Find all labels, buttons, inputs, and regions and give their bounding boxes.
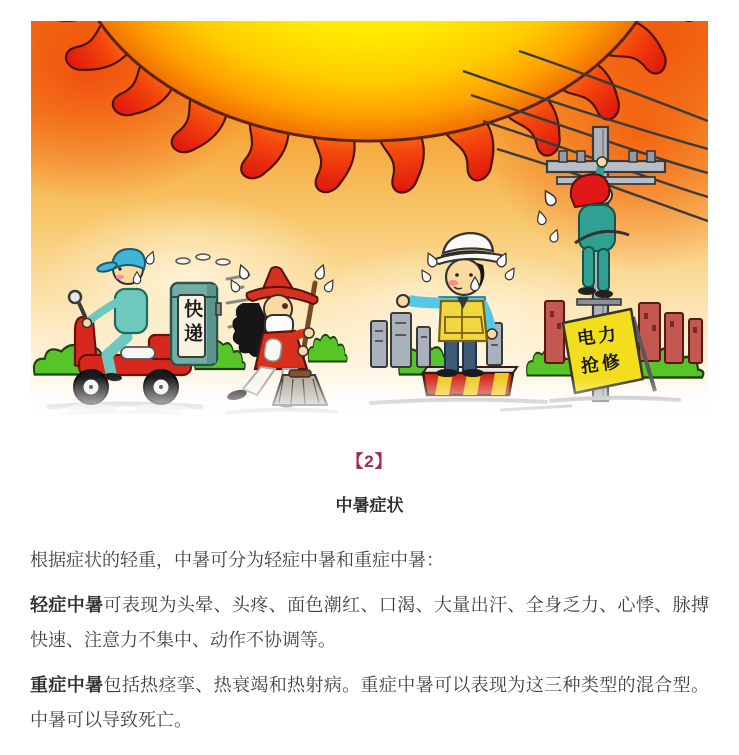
severe-heatstroke-lead: 重症中暑 [30, 675, 104, 695]
severe-heatstroke-text: 包括热痉挛、热衰竭和热射病。重症中暑可以表现为这三种类型的混合型。中暑可以导致死亡。 [30, 675, 710, 730]
mild-heatstroke-text: 可表现为头晕、头疼、面色潮红、口渴、大量出汗、全身乏力、心悸、脉搏快速、注意力不集中、动作不协调等。 [30, 595, 710, 650]
section-number: 【2】 [346, 452, 393, 471]
mild-heatstroke-lead: 轻症中暑 [30, 595, 104, 615]
article-page [0, 21, 739, 755]
intro-paragraph: 根据症状的轻重，中暑可分为轻症中暑和重症中暑： [30, 550, 444, 570]
express-box-label: 快递 [181, 299, 202, 347]
mild-heatstroke-paragraph [30, 588, 709, 658]
bottom-fade [31, 377, 708, 421]
repair-sign-label: 电力抢修 [575, 323, 625, 377]
severe-heatstroke-paragraph [30, 668, 709, 738]
article-body [30, 543, 709, 738]
heatwave-illustration [31, 21, 708, 421]
section-title: 中暑症状 [335, 496, 404, 515]
